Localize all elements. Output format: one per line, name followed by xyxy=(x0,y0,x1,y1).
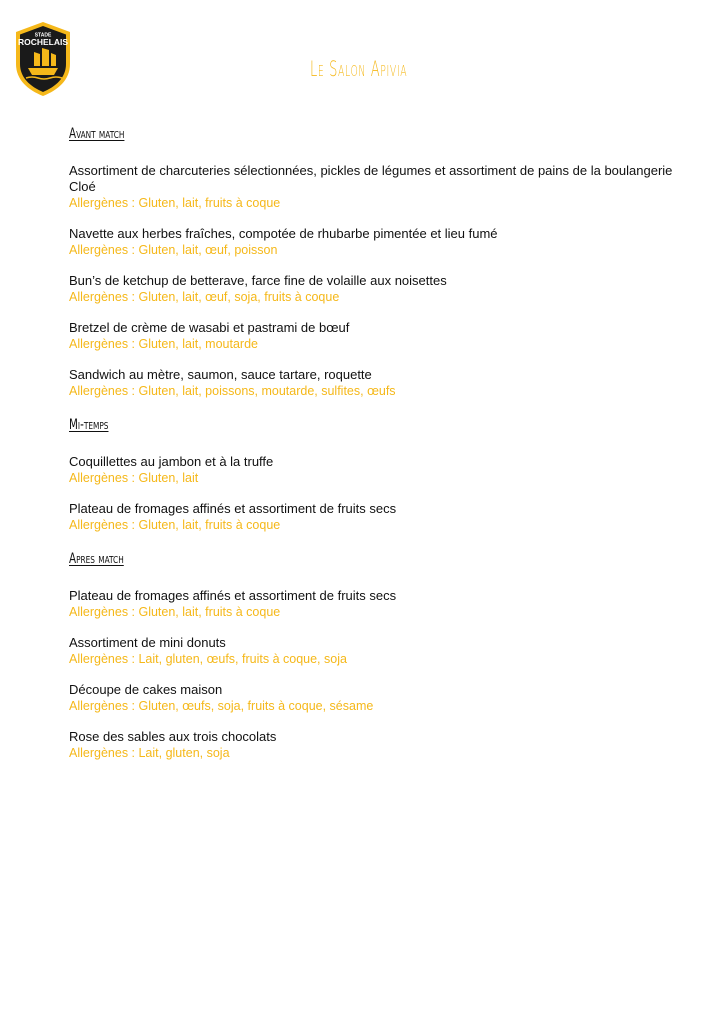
item-allergens: Allergènes : Gluten, lait, moutarde xyxy=(69,337,258,351)
item-name: Sandwich au mètre, saumon, sauce tartare, roquette xyxy=(69,367,372,382)
item-name: Rose des sables aux trois chocolats xyxy=(69,729,277,744)
section-avant-match xyxy=(69,126,689,399)
menu-item xyxy=(69,273,689,305)
item-name: Bun’s de ketchup de betterave, farce fine de volaille aux noisettes xyxy=(69,273,447,288)
menu-item xyxy=(69,588,689,620)
svg-text:STADE: STADE xyxy=(34,32,52,39)
item-name: Navette aux herbes fraîches, compotée de rhubarbe pimentée et lieu fumé xyxy=(69,226,498,241)
item-name: Plateau de fromages affinés et assortiment de fruits secs xyxy=(69,588,397,603)
menu-item xyxy=(69,682,689,714)
item-allergens: Allergènes : Gluten, œufs, soja, fruits à coque, sésame xyxy=(69,699,374,713)
item-allergens: Allergènes : Gluten, lait xyxy=(69,471,199,485)
item-allergens: Allergènes : Gluten, lait, poissons, moutarde, sulfites, œufs xyxy=(69,384,396,398)
item-allergens: Allergènes : Gluten, lait, fruits à coque xyxy=(69,196,281,210)
item-allergens: Allergènes : Lait, gluten, soja xyxy=(69,746,230,760)
section-apres-match xyxy=(69,551,689,761)
item-name: Coquillettes au jambon et à la truffe xyxy=(69,454,274,469)
section-heading: Apres match xyxy=(69,551,124,567)
shield-logo-icon xyxy=(12,20,74,98)
page-title: Le Salon Apivia xyxy=(310,57,408,81)
menu-item xyxy=(69,163,689,211)
item-name: Assortiment de charcuteries sélectionnées, pickles de légumes et assortiment de pains de la boulangerie Cloé xyxy=(69,163,673,194)
section-heading: Mi-temps xyxy=(69,417,109,433)
menu-item xyxy=(69,729,689,761)
item-allergens: Allergènes : Gluten, lait, œuf, poisson xyxy=(69,243,278,257)
item-allergens: Allergènes : Gluten, lait, fruits à coque xyxy=(69,518,281,532)
item-name: Assortiment de mini donuts xyxy=(69,635,226,650)
menu-item xyxy=(69,501,689,533)
menu-item xyxy=(69,226,689,258)
section-heading: Avant match xyxy=(69,126,125,142)
menu-item xyxy=(69,367,689,399)
item-allergens: Allergènes : Lait, gluten, œufs, fruits à coque, soja xyxy=(69,652,347,666)
item-name: Bretzel de crème de wasabi et pastrami de bœuf xyxy=(69,320,350,335)
stade-rochelais-logo xyxy=(12,20,74,98)
item-name: Plateau de fromages affinés et assortiment de fruits secs xyxy=(69,501,397,516)
item-allergens: Allergènes : Gluten, lait, fruits à coque xyxy=(69,605,281,619)
menu-item xyxy=(69,635,689,667)
menu-content xyxy=(69,126,689,779)
item-allergens: Allergènes : Gluten, lait, œuf, soja, fruits à coque xyxy=(69,290,340,304)
menu-item xyxy=(69,454,689,486)
item-name: Découpe de cakes maison xyxy=(69,682,223,697)
svg-text:ROCHELAIS: ROCHELAIS xyxy=(17,37,69,47)
section-mi-temps xyxy=(69,417,689,533)
menu-item xyxy=(69,320,689,352)
